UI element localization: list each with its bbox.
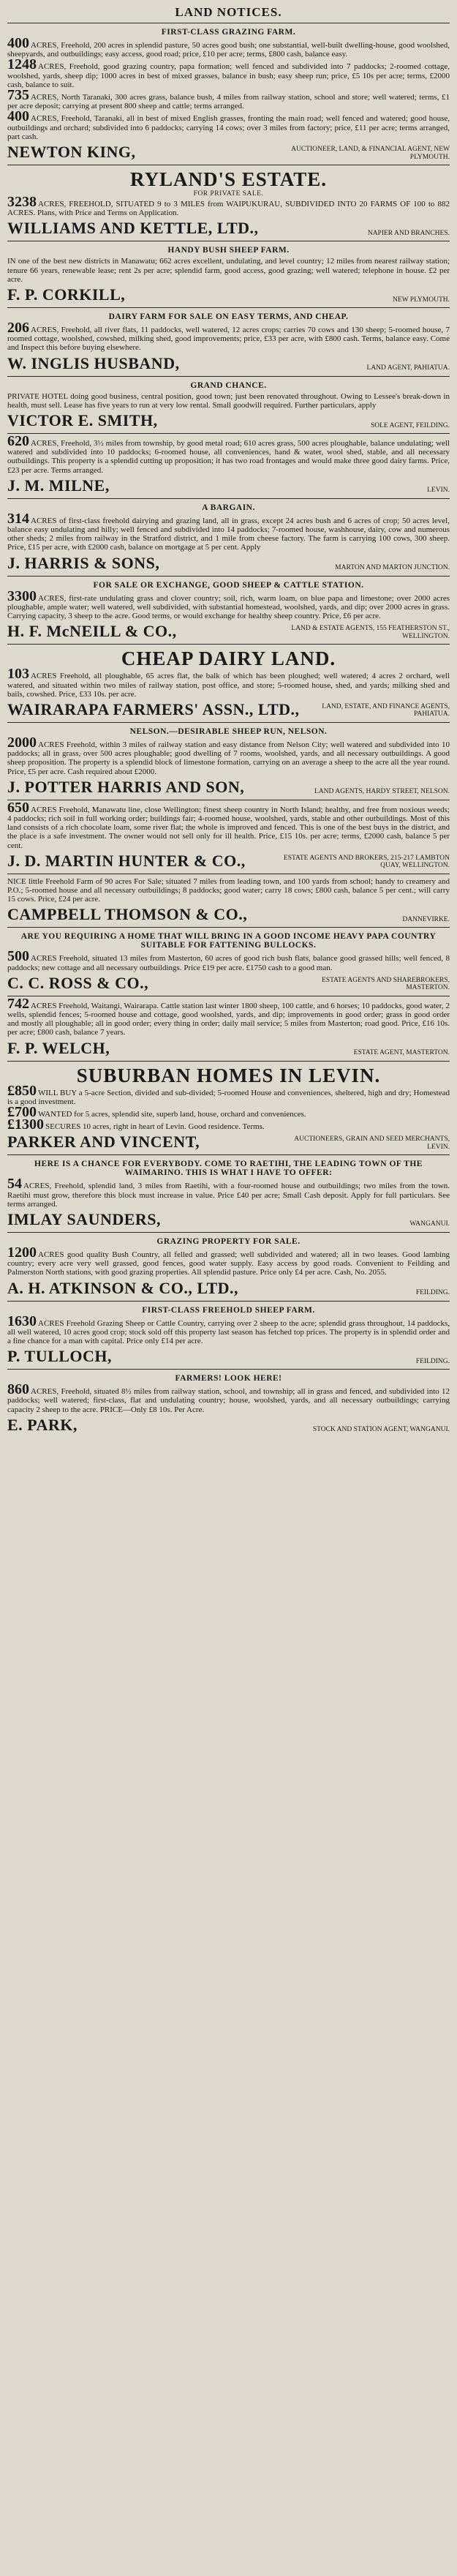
advertisement <box>7 722 450 800</box>
ad-paragraph <box>7 510 450 552</box>
agent-name: F. P. WELCH, <box>7 1038 110 1057</box>
ad-text: SECURES 10 acres, right in heart of Levin. Good residence. Terms. <box>45 1122 265 1132</box>
ad-paragraph <box>7 1082 450 1106</box>
ad-text: ACRES, first-rate undulating grass and clover country; soil, rich, warm loam, on blue papa and limestone; over 2000 acres ploughable, ample water; well watered, well subdivided, with substantial homestead, woolshed, yards, and dip; over 2000 acres in grass. Carrying capacity, 3 sheep to the acre. Good terms, or would exchange for healthy sheep country. Price, £6 per acre. <box>7 593 450 621</box>
ad-text: WANTED for 5 acres, splendid site, superb land, house, orchard and conveniences. <box>38 1109 306 1119</box>
acreage-figure: 314 <box>7 510 29 527</box>
acreage-figure: 206 <box>7 320 29 337</box>
advertisement <box>7 1232 450 1301</box>
ad-title: SUBURBAN HOMES IN LEVIN. <box>76 1064 381 1086</box>
ad-paragraph <box>7 35 450 59</box>
agent-role: ESTATE AGENTS AND SHAREBROKERS, MASTERTON. <box>321 976 450 992</box>
ad-paragraph <box>7 877 450 904</box>
ad-text: NICE little Freehold Farm of 90 acres For Sale; situated 7 miles from leading town, and 100 yards from school; handy to creamery and P.O.; 5-roomed house and all necessary outbuildings; 8 paddocks; good water; carry 18 cows; £800 cash, balance 5 per cent.; will carry 15 cows. Price, £24 per acre. <box>7 876 450 904</box>
agent-role: MARTON AND MARTON JUNCTION. <box>335 564 450 572</box>
ad-paragraph <box>7 433 450 475</box>
ad-text: ACRES Freehold, within 3 miles of railway station and easy distance from Nelson City; well watered and subdivided into 10 paddocks; all in grass, over 500 acres ploughable; good dwelling of 7 rooms, woolshed, yards, and all necessary outbuildings. A good sheep proposition. The property is a splendid block of limestone formation, carrying on an average a sheep to the acre all the year round. Price, £5 per acre. Cash required about £2000. <box>7 740 450 776</box>
acreage-figure: 1248 <box>7 56 37 73</box>
ad-paragraph <box>7 734 450 776</box>
ad-paragraph <box>7 1103 450 1120</box>
ad-text: ACRES, Freehold, 3½ miles from township, by good metal road; 610 acres grass, 500 acres ploughable, balance undulating; well watered and subdivided into 10 paddocks; 6-roomed house, all conveniences, hand & water, wool shed, stable, and all necessary outbuildings. This property is a splendid cutting up proposition; it has two road frontages and would make three good dairy farms. Price, £23 per acre. Terms arranged. <box>7 439 450 475</box>
ad-headline: GRAND CHANCE. <box>190 380 267 390</box>
ad-signature <box>7 975 450 992</box>
ad-signature <box>7 286 450 304</box>
ad-signature <box>7 1133 450 1151</box>
ad-paragraph <box>7 1381 450 1414</box>
agent-name: PARKER AND VINCENT, <box>7 1133 200 1152</box>
agent-name: P. TULLOCH, <box>7 1347 113 1366</box>
ad-signature <box>7 778 450 796</box>
ad-text: ACRES Freehold, situated 13 miles from Masterton, 60 acres of good rich bush flats, balance good grassed hills; well fenced, 8 paddocks; new cottage and all necessary outbuildings. Price £19 per acre. £1750 cash to a good man. <box>7 954 450 972</box>
ad-signature <box>7 555 450 572</box>
acreage-figure: 742 <box>7 995 29 1012</box>
agent-name: W. INGLIS HUSBAND, <box>7 353 180 372</box>
ad-paragraph <box>7 995 450 1037</box>
acreage-figure: 2000 <box>7 734 37 751</box>
ad-text: ACRES, Freehold, 200 acres in splendid pasture, 50 acres good bush; one substantial, well-built dwelling-house, good woolshed, sheepyards, and outbuildings; easy access, good road; price, £10 per acre; terms, £800 cash, balance easy. <box>7 41 450 59</box>
agent-name: E. PARK, <box>7 1415 78 1434</box>
agent-role: NEW PLYMOUTH. <box>392 296 450 304</box>
ad-title: RYLAND'S ESTATE. <box>129 168 328 191</box>
ad-paragraph <box>7 87 450 111</box>
agent-role: STOCK AND STATION AGENT, WANGANUI. <box>312 1426 450 1434</box>
agent-role: LEVIN. <box>427 487 450 495</box>
advertisement <box>7 433 450 498</box>
ad-text: ACRES of first-class freehold dairying and grazing land, all in grass, except 24 acres bush and 6 acres of crop; 50 acres level, balance easy undulating and hilly; well fenced and subdivided into 14 paddocks; 7-roomed house, washhouse, dairy, cow and numerous other sheds; 2 miles from railway in the Stratford district, and 1 mile from cheese factory. The farm is carrying 100 cows, 300 sheep. Price, £15 per acre, with £2000 cash, balance on mortgage at 5 per cent. Apply <box>7 516 450 552</box>
acreage-figure: £850 <box>7 1082 37 1099</box>
ad-text: ACRES Freehold, all ploughable, 65 acres flat, the balk of which has been ploughed; well watered; 4 acres 2 orchard, well watered, and situated within two miles of railway station, post office, and store; 5-roomed house, shed, and yards; milking shed and bails, cowshed. Price, £33 10s. per acre. <box>7 672 450 699</box>
agent-role: FEILDING. <box>415 1289 450 1297</box>
land-notices-page <box>7 4 450 2569</box>
acreage-figure: 54 <box>7 1176 22 1193</box>
ad-text: PRIVATE HOTEL doing good business, central position, good town; just been renovated throughout. Owing to Lessee's break-down in health, must sell. Lease has five years to run at very low rental. Small goodwill required. Further particulars, apply <box>7 391 450 410</box>
ad-headline: A BARGAIN. <box>202 503 255 512</box>
agent-name: CAMPBELL THOMSON & CO., <box>7 905 248 924</box>
advertisement <box>7 23 450 165</box>
ad-paragraph <box>7 666 450 699</box>
agent-role: ESTATE AGENT, MASTERTON. <box>353 1049 450 1057</box>
agent-name: J. M. MILNE, <box>7 476 110 495</box>
ad-text: ACRES, North Taranaki, 300 acres grass, balance bush, 4 miles from railway station, school and store; well watered; terms, £1 per acre deposit; carrying at present 800 sheep and cattle; terms arranged. <box>7 93 450 111</box>
agent-name: J. POTTER HARRIS AND SON, <box>7 777 245 796</box>
agent-name: IMLAY SAUNDERS, <box>7 1209 162 1228</box>
agent-role: SOLE AGENT, FEILDING. <box>370 421 450 429</box>
agent-name: WAIRARAPA FARMERS' ASSN., LTD., <box>7 699 300 718</box>
ad-paragraph <box>7 1176 450 1209</box>
acreage-figure: 1200 <box>7 1244 37 1261</box>
agent-name: H. F. McNEILL & CO., <box>7 622 177 641</box>
advertisement <box>7 241 450 307</box>
advertisement <box>7 576 450 645</box>
ad-signature <box>7 623 450 640</box>
agent-name: J. HARRIS & SONS, <box>7 553 160 572</box>
ad-paragraph <box>7 392 450 410</box>
acreage-figure: 650 <box>7 799 29 816</box>
ad-headline: GRAZING PROPERTY FOR SALE. <box>156 1236 301 1246</box>
ad-signature <box>7 143 450 161</box>
advertisement <box>7 874 450 928</box>
ad-headline: HANDY BUSH SHEEP FARM. <box>167 246 290 255</box>
masthead: LAND NOTICES. <box>175 5 282 19</box>
acreage-figure: 620 <box>7 433 29 450</box>
acreage-figure: 3300 <box>7 587 37 604</box>
ad-signature <box>7 477 450 495</box>
advertisement <box>7 498 450 576</box>
advertisement <box>7 307 450 376</box>
ad-paragraph <box>7 587 450 621</box>
advertisement <box>7 1154 450 1232</box>
advertisement <box>7 1061 450 1155</box>
ad-headline: FARMERS! LOOK HERE! <box>175 1374 282 1383</box>
advertisement <box>7 165 450 241</box>
ad-signature <box>7 1416 450 1434</box>
ad-signature <box>7 219 450 237</box>
ad-text: ACRES, FREEHOLD, SITUATED 9 to 3 MILES from WAIPUKURAU, SUBDIVIDED INTO 20 FARMS OF 100 to 882 ACRES. Plans, with Price and Terms on Application. <box>7 200 450 218</box>
ad-paragraph <box>7 948 450 972</box>
acreage-figure: 735 <box>7 87 29 104</box>
agent-name: J. D. MARTIN HUNTER & CO., <box>7 851 246 870</box>
ad-signature <box>7 355 450 372</box>
ad-headline: NELSON.—DESIRABLE SHEEP RUN, NELSON. <box>129 726 328 736</box>
ads-column <box>7 23 450 1438</box>
ad-text: ACRES, Freehold, splendid land, 3 miles from Raetihi, with a four-roomed house and outbuildings; two miles from the town. Raetihi must grow, therefore this block must increase in value. Price £40 per acre; Small Cash deposit. Apply for full particulars. See terms arranged. <box>7 1182 450 1209</box>
acreage-figure: £700 <box>7 1103 37 1120</box>
ad-paragraph <box>7 56 450 89</box>
agent-role: WANGANUI. <box>409 1220 450 1228</box>
agent-name: VICTOR E. SMITH, <box>7 411 158 430</box>
agent-role: LAND, ESTATE, AND FINANCE AGENTS, PAHIATUA. <box>322 702 450 718</box>
advertisement <box>7 996 450 1061</box>
ad-headline: DAIRY FARM FOR SALE ON EASY TERMS, AND CHEAP. <box>108 312 349 322</box>
agent-role: NAPIER AND BRANCHES. <box>367 229 450 237</box>
ad-paragraph <box>7 1244 450 1277</box>
ad-headline: FIRST-CLASS GRAZING FARM. <box>161 28 296 37</box>
acreage-figure: 400 <box>7 108 29 125</box>
advertisement <box>7 1369 450 1438</box>
ad-text: ACRES, Freehold, Taranaki, all in best of mixed English grasses, fronting the main road; well fenced and watered; good house, outbuildings and orchard; subdivided into 6 paddocks; carrying 14 cows; over 3 miles from factory; price, £11 per acre; terms arranged, part cash. <box>7 114 450 141</box>
ad-signature <box>7 1040 450 1057</box>
ad-subtitle: FOR PRIVATE SALE. <box>193 190 264 198</box>
ad-signature <box>7 1280 450 1297</box>
ad-paragraph <box>7 799 450 850</box>
acreage-figure: 1630 <box>7 1313 37 1329</box>
advertisement <box>7 1301 450 1370</box>
ad-text: IN one of the best new districts in Manawatu; 662 acres excellent, undulating, and level country; 12 miles from nearest railway station; tenure 66 years, renewable lease; rent 2s per acre; splendid farm, good access, good grazing; well watered; telephone in house. £2 per acre. <box>7 257 450 284</box>
acreage-figure: 103 <box>7 666 29 683</box>
ad-headline: FOR SALE OR EXCHANGE, GOOD SHEEP & CATTLE STATION. <box>93 580 364 590</box>
ad-paragraph <box>7 1313 450 1346</box>
ad-text: ACRES Freehold, Waitangi, Wairarapa. Cattle station last winter 1800 sheep, 100 cattle, and 6 horses; 10 paddocks, good water, 2 wells, splendid fences; 5-roomed house and cottage, good woolshed, yards, and dip; improvements in good order; grass in good order and mostly all ploughable; all in good order; every thing in order; daily mail service; 5 miles from Masterton; road good. Price, £16 10s. per acre; £800 cash, balance 7 years. <box>7 1001 450 1037</box>
agent-role: FEILDING. <box>415 1357 450 1365</box>
agent-role: AUCTIONEERS, GRAIN AND SEED MERCHANTS, LEVIN. <box>294 1135 450 1151</box>
ad-signature <box>7 906 450 923</box>
agent-name: A. H. ATKINSON & CO., LTD., <box>7 1278 239 1297</box>
ad-paragraph <box>7 108 450 141</box>
agent-name: C. C. ROSS & CO., <box>7 973 149 992</box>
ad-paragraph <box>7 1116 450 1133</box>
agent-role: LAND AGENTS, HARDY STREET, NELSON. <box>314 788 450 796</box>
ad-headline: ARE YOU REQUIRING A HOME THAT WILL BRING IN A GOOD INCOME HEAVY PAPA COUNTRY SUITABLE FOR FATTENING BULLOCKS. <box>20 932 437 950</box>
agent-role: LAND AGENT, PAHIATUA. <box>366 364 450 372</box>
advertisement <box>7 644 450 722</box>
ad-text: ACRES, Freehold, good grazing country, papa formation; well fenced and subdivided into 7 paddocks; 2-roomed cottage, woolshed, yards, sheep dip; 1000 acres in best of mixed grasses, balance in bush; easy sheep run; price, £5 10s per acre; terms, £2000 cash, balance to suit. <box>7 62 450 89</box>
ad-text: ACRES Freehold Grazing Sheep or Cattle Country, carrying over 2 sheep to the acre; splendid grass throughout, 14 paddocks, all well watered, 10 acres good crop; stock sold off this property last season has fetched top prices. The property is in splendid order and a fine chance for a man with capital. Price only £14 per acre. <box>7 1318 450 1345</box>
advertisement <box>7 800 450 874</box>
ad-headline: FIRST-CLASS FREEHOLD SHEEP FARM. <box>142 1305 315 1315</box>
ad-text: ACRES good quality Bush Country, all felled and grassed; well subdivided and watered; all in two leases. Good lambing country; every acre very well grassed, good fences, good water supply. Easy access by good roads. Convenient to Feilding and Palmerston North stations, with good grazing properties. All splendid pasture. Price only £4 per acre. Cash, No. 2055. <box>7 1250 450 1277</box>
ad-signature <box>7 701 450 718</box>
ad-signature <box>7 852 450 870</box>
ad-signature <box>7 1348 450 1365</box>
agent-name: F. P. CORKILL, <box>7 285 126 304</box>
agent-role: AUCTIONEER, LAND, & FINANCIAL AGENT, NEW PLYMOUTH. <box>291 146 450 161</box>
agent-name: NEWTON KING, <box>7 143 136 162</box>
agent-role: LAND & ESTATE AGENTS, 155 FEATHERSTON ST., WELLINGTON. <box>291 625 450 640</box>
ad-text: ACRES, Freehold, all river flats, 11 paddocks, well watered, 12 acres crops; carries 70 cows and 130 sheep; 5-roomed house, 7 roomed cottage, woolshed, cowshed, milking shed, good improvements; price, £33 per acre, with £800 cash. Terms, balance easy. Come and Inspect this before buying elsewhere. <box>7 326 450 353</box>
ad-signature <box>7 1211 450 1228</box>
ad-text: ACRES Freehold, Manawatu line, close Wellington; finest sheep country in North Island; healthy, and free from noxious weeds; 4 paddocks; rich soil in full working order; buildings fair; 4-roomed house, woolshed, yards, stable and other outbuildings. Most of this land consists of a rich chocolate loam, some river flat; the whole is improved and fenced. This is one of the best buys in the district, and the place is a safe investment. The owner would not sell only for ill health. Price, £15 10s. per acre; terms, £2000 cash, balance 5 per cent. <box>7 805 450 850</box>
agent-role: ESTATE AGENTS AND BROKERS, 215-217 LAMBTON QUAY, WELLINGTON. <box>283 854 450 870</box>
acreage-figure: £1300 <box>7 1116 44 1133</box>
agent-name: WILLIAMS AND KETTLE, LTD., <box>7 219 259 238</box>
ad-signature <box>7 412 450 429</box>
acreage-figure: 400 <box>7 35 29 51</box>
ad-headline: HERE IS A CHANCE FOR EVERYBODY. COME TO RAETIHI, THE LEADING TOWN OF THE WAIMARINO. THIS IS WHAT I HAVE TO OFFER: <box>34 1160 423 1178</box>
advertisement <box>7 376 450 433</box>
ad-text: WILL BUY a 5-acre Section, divided and sub-divided; 5-roomed House and conveniences, sheltered, high and dry; Homestead is a good investment. <box>7 1088 450 1106</box>
ad-paragraph <box>7 257 450 284</box>
acreage-figure: 860 <box>7 1381 29 1398</box>
ad-text: ACRES, Freehold, situated 8½ miles from railway station, school, and township; all in grass and fenced, and subdivided into 12 paddocks; well watered; first-class, flat and undulating country; house, woolshed, yards, and all necessary outbuildings; carrying capacity 2 sheep to the acre. PRICE—Only £8 10s. Per Acre. <box>7 1387 450 1414</box>
ad-paragraph <box>7 320 450 353</box>
agent-role: DANNEVIRKE. <box>402 915 450 923</box>
ad-title: CHEAP DAIRY LAND. <box>121 647 336 670</box>
acreage-figure: 500 <box>7 948 29 965</box>
acreage-figure: 3238 <box>7 194 37 211</box>
advertisement <box>7 927 450 995</box>
